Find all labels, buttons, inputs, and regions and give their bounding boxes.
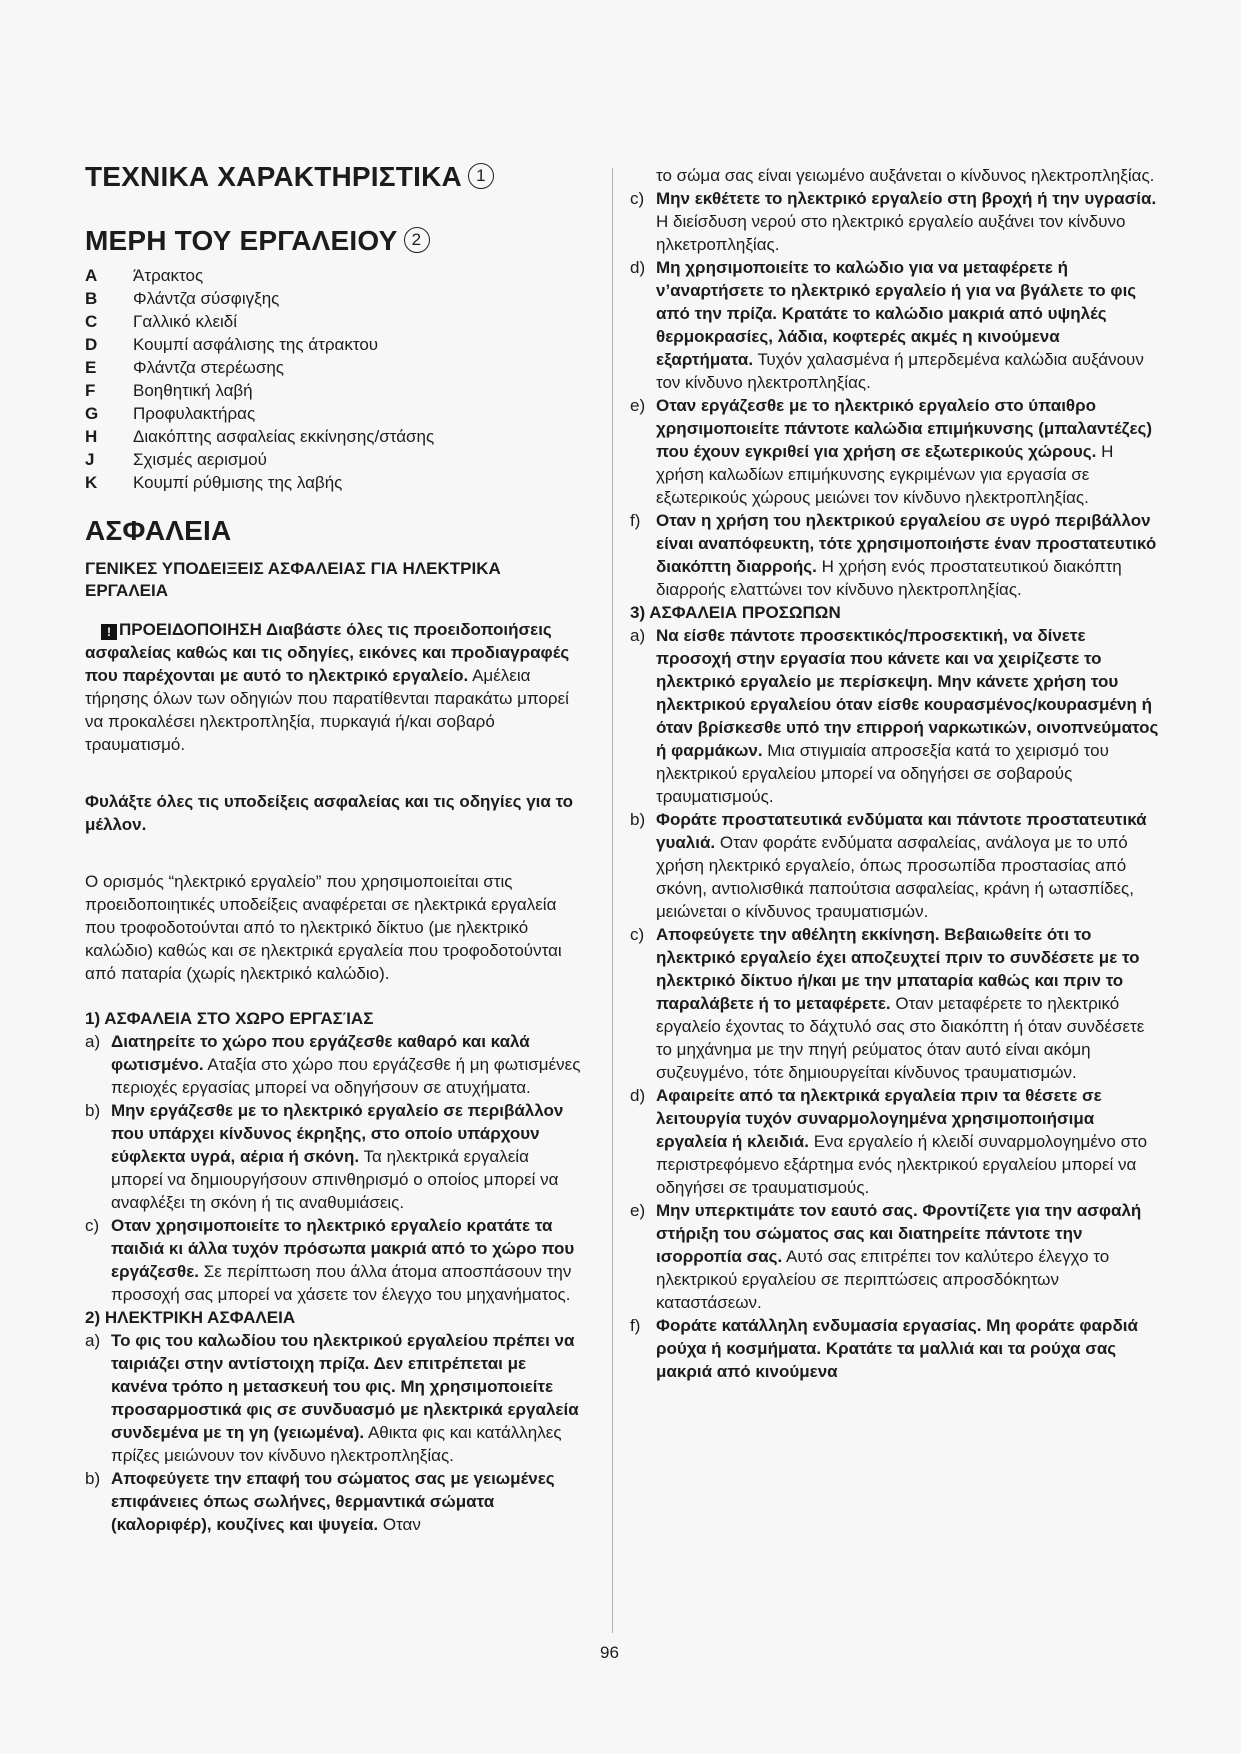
list-item: E Φλάντζα στερέωσης [85,358,284,377]
parts-list [85,264,585,494]
warning-paragraph: ! ΠΡΟΕΙΔΟΠΟΙΗΣΗ Διαβάστε όλες τις προειδοποιήσεις ασφαλείας καθώς και τις οδηγίες, εικόνες και προδιαγραφές που παρέχονται με αυτό το ηλεκτρικό εργαλείο. Αμέλεια τήρησης όλων των οδηγιών που παρατίθενται παρακάτω μπορεί να προκαλέσει ηλεκτροπληξία, πυρκαγιά ή/και σοβαρό τραυματισμό. [85,620,570,754]
list-item: K Κουμπί ρύθμισης της λαβής [85,473,343,492]
list-item: d) Αφαιρείτε από τα ηλεκτρικά εργαλεία πριν τα θέσετε σε λειτουργία τυχόν συναρμολογημένα χρησιμοποιήσιμα εργαλεία ή κλειδιά. Ενα εργαλείο ή κλειδί συναρμολογημένο στο περιστρεφόμενο εξάρτημα ενός ηλεκτρικού εργαλείου μπορεί να οδηγήσει σε τραυματισμούς. [630,1086,1148,1197]
list-item: D Κουμπί ασφάλισης της άτρακτου [85,335,379,354]
list-item: a) Διατηρείτε το χώρο που εργάζεσθε καθαρό και καλά φωτισμένο. Αταξία στο χώρο που εργάζεσθε ή μη φωτισμένες περιοχές εργασίας μπορεί να οδηγήσουν σε ατυχήματα. [85,1032,581,1097]
general-safety-heading: ΓΕΝΙΚΕΣ ΥΠΟΔΕΙΞΕΙΣ ΑΣΦΑΛΕΙΑΣ ΓΙΑ ΗΛΕΚΤΡΙΚΑ ΕΡΓΑΛΕΙΑ [85,559,501,600]
parts-title: ΜΕΡΗ ΤΟΥ ΕΡΓΑΛΕΙΟΥ 2 [85,224,585,258]
specs-title: ΤΕΧΝΙΚΑ ΧΑΡΑΚΤΗΡΙΣΤΙΚΑ 1 [85,160,585,194]
list-item: e) Μην υπερκτιμάτε τον εαυτό σας. Φροντίζετε για την ασφαλή στήριξη του σώματος σας και διατηρείτε πάντοτε την ισορροπία σας. Αυτό σας επιτρέπει τον καλύτερο έλεγχο το ηλεκτρικού εργαλείου σε περιπτώσεις απροσδόκητων καταστάσεων. [630,1201,1142,1312]
list-item: c) Οταν χρησιμοποιείτε το ηλεκτρικό εργαλείο κρατάτε τα παιδιά κι άλλα τυχόν πρόσωπα μακριά από το χώρο που εργάζεσθε. Σε περίπτωση που άλλα άτομα αποσπάσουν την προσοχή σας μπορεί να χάσετε τον έλεγχο του μηχανήματος. [85,1216,575,1304]
list-item: b) Αποφεύγετε την επαφή του σώματος σας με γειωμένες επιφάνειες όπως σωλήνες, θερμαντικά σώματα (καλοριφέρ), κουζίνες και ψυγεία. Οταν [85,1469,555,1534]
list-item: f) Οταν η χρήση του ηλεκτρικού εργαλείου σε υγρό περιβάλλον είναι αναπόφευκτη, τότε χρησιμοποιήστε έναν προστατευτικό διακόπτη διαρροής. Η χρήση ενός προστατευτικού διακόπτη διαρροής ελαττώνει τον κίνδυνο ηλεκτροπληξίας. [630,511,1157,599]
list-item: c) Μην εκθέτετε το ηλεκτρικό εργαλείο στη βροχή ή την υγρασία. Η διείσδυση νερού στο ηλεκτρικό εργαλείο αυξάνει τον κίνδυνο ηλκετροπληξίας. [630,189,1157,254]
right-column [630,164,1160,1383]
list-item: A Άτρακτος [85,266,204,285]
list-item: B Φλάντζα σύσφιγξης [85,289,280,308]
page-number: 96 [600,1643,619,1662]
left-column [85,160,585,1536]
list-item: a) Να είσθε πάντοτε προσεκτικός/προσεκτική, να δίνετε προσοχή στην εργασία που κάνετε και να χειρίζεστε το ηλεκτρικό εργαλείο με περίσκεψη. Μην κάνετε χρήση του ηλεκτρικού εργαλείου όταν είσθε κουρασμένος/κουρασμένη ή όταν βρίσκεσθε υπό την επιρροή ναρκωτικών, οινοπνεύματος ή φαρμάκων. Μια στιγμιαία απροσεξία κατά το χειρισμό του ηλεκτρικού εργαλείου μπορεί να οδηγήσει σε σοβαρούς τραυματισμούς. [630,626,1159,806]
list-item: J Σχισμές αερισμού [85,450,267,469]
list-item: d) Μη χρησιμοποιείτε το καλώδιο για να μεταφέρετε ή ν’αναρτήσετε το ηλεκτρικό εργαλείο ή για να βγάλετε το φις από την πρίζα. Κρατάτε το καλώδιο μακριά από υψηλές θερμοκρασίες, λάδια, κοφτερές ακμές η κινούμενα εξαρτήματα. Τυχόν χαλασμένα ή μπερδεμένα καλώδια αυξάνουν τον κίνδυνο ηλεκτροπληξίας. [630,258,1144,392]
keep-notice: Φυλάξτε όλες τις υποδείξεις ασφαλείας και τις οδηγίες για το μέλλον. [85,792,574,834]
list-item: b) Μην εργάζεσθε με το ηλεκτρικό εργαλείο σε περιβάλλον που υπάρχει κίνδυνος έκρηξης, στο οποίο υπάρχουν εύφλεκτα υγρά, αέρια ή σκόνη. Τα ηλεκτρικά εργαλεία μπορεί να δημιουργήσουν σπινθηρισμό ο οποίος μπορεί να αναφλέξει τη σκόνη ή τις αναθυμιάσεις. [85,1101,564,1212]
section-3-heading: 3) ΑΣΦΑΛΕΙΑ ΠΡΟΣΩΠΩΝ [630,603,841,622]
list-item: c) Αποφεύγετε την αθέλητη εκκίνηση. Βεβαιωθείτε ότι το ηλεκτρικό εργαλείο έχει αποζευχτεί πριν το συνδέσετε με το ηλεκτρικό δίκτυο ή/και με την μπαταρία καθώς και πριν το παραλάβετε ή το μεταφέρετε. Οταν μεταφέρετε το ηλεκτρικό εργαλείο έχοντας το δάχτυλό σας στο διακόπτη ή όταν συνδέσετε το μηχάνημα με την πηγή ρεύματος όταν αυτό είναι ακόμη συζευγμένο, τότε δημιουργείται κίνδυνος τραυματισμών. [630,925,1145,1082]
figure-ref-2: 2 [404,227,430,253]
continued-text: το σώμα σας είναι γειωμένο αυξάνεται ο κίνδυνος ηλεκτροπληξίας. [656,166,1155,185]
list-item: F Βοηθητική λαβή [85,381,253,400]
list-item: C Γαλλικό κλειδί [85,312,238,331]
list-item: f) Φοράτε κατάλληλη ενδυμασία εργασίας. Μη φοράτε φαρδιά ρούχα ή κοσμήματα. Κρατάτε τα μαλλιά και τα ρούχα σας μακριά από κινούμενα [630,1316,1138,1381]
list-item: H Διακόπτης ασφαλείας εκκίνησης/στάσης [85,427,435,446]
safety-title: ΑΣΦΑΛΕΙΑ [85,515,232,546]
definition-paragraph: Ο ορισμός “ηλεκτρικό εργαλείο” που χρησιμοποιείται στις προειδοποιητικές υποδείξεις αναφέρεται σε ηλεκτρικά εργαλεία που τροφοδοτούνται από το ηλεκτρικό δίκτυο (με ηλεκτρικό καλώδιο) καθώς και σε ηλεκτρικά εργαλεία που τροφοδοτούνται από παταρία (χωρίς ηλεκτρικό καλώδιο). [85,872,562,983]
column-divider [612,168,613,1633]
list-item: G Προφυλακτήρας [85,404,256,423]
list-item: e) Οταν εργάζεσθε με το ηλεκτρικό εργαλείο στο ύπαιθρο χρησιμοποιείτε πάντοτε καλώδια επιμήκυνσης (μπαλαντέζες) που έχουν εγκριθεί για χρήση σε εξωτερικούς χώρους. Η χρήση καλωδίων επιμήκυνσης εγκριμένων για εργασία σε εξωτερικούς χώρους μειώνει τον κίνδυνο ηλεκτροπληξίας. [630,396,1153,507]
section-2-heading: 2) ΗΛΕΚΤΡΙΚΗ ΑΣΦΑΛΕΙΑ [85,1308,296,1327]
warning-icon: ! [101,624,117,640]
list-item: b) Φοράτε προστατευτικά ενδύματα και πάντοτε προστατευτικά γυαλιά. Οταν φοράτε ενδύματα ασφαλείας, ανάλογα με το υπό χρήση ηλεκτρικό εργαλείο, όπως προσωπίδα προστασίας από σκόνη, αντιολισθικά παπούτσια ασφαλείας, κράνη ή ωτασπίδες, μειώνεται ο κίνδυνος τραυματισμών. [630,810,1147,921]
section-1-heading: 1) ΑΣΦΑΛΕΙΑ ΣΤΟ ΧΩΡΟ ΕΡΓΑΣΊΑΣ [85,1009,374,1028]
figure-ref-1: 1 [468,163,494,189]
list-item: a) Το φις του καλωδίου του ηλεκτρικού εργαλείου πρέπει να ταιριάζει στην αντίστοιχη πρίζα. Δεν επιτρέπεται με κανένα τρόπο η μετασκευή του φις. Μη χρησιμοποιείτε προσαρμοστικά φις σε συνδυασμό με ηλεκτρικά εργαλεία συνδεμένα με τη γη (γειωμένα). Αθικτα φις και κατάλληλες πρίζες μειώνουν τον κίνδυνο ηλεκτροπληξίας. [85,1331,579,1465]
